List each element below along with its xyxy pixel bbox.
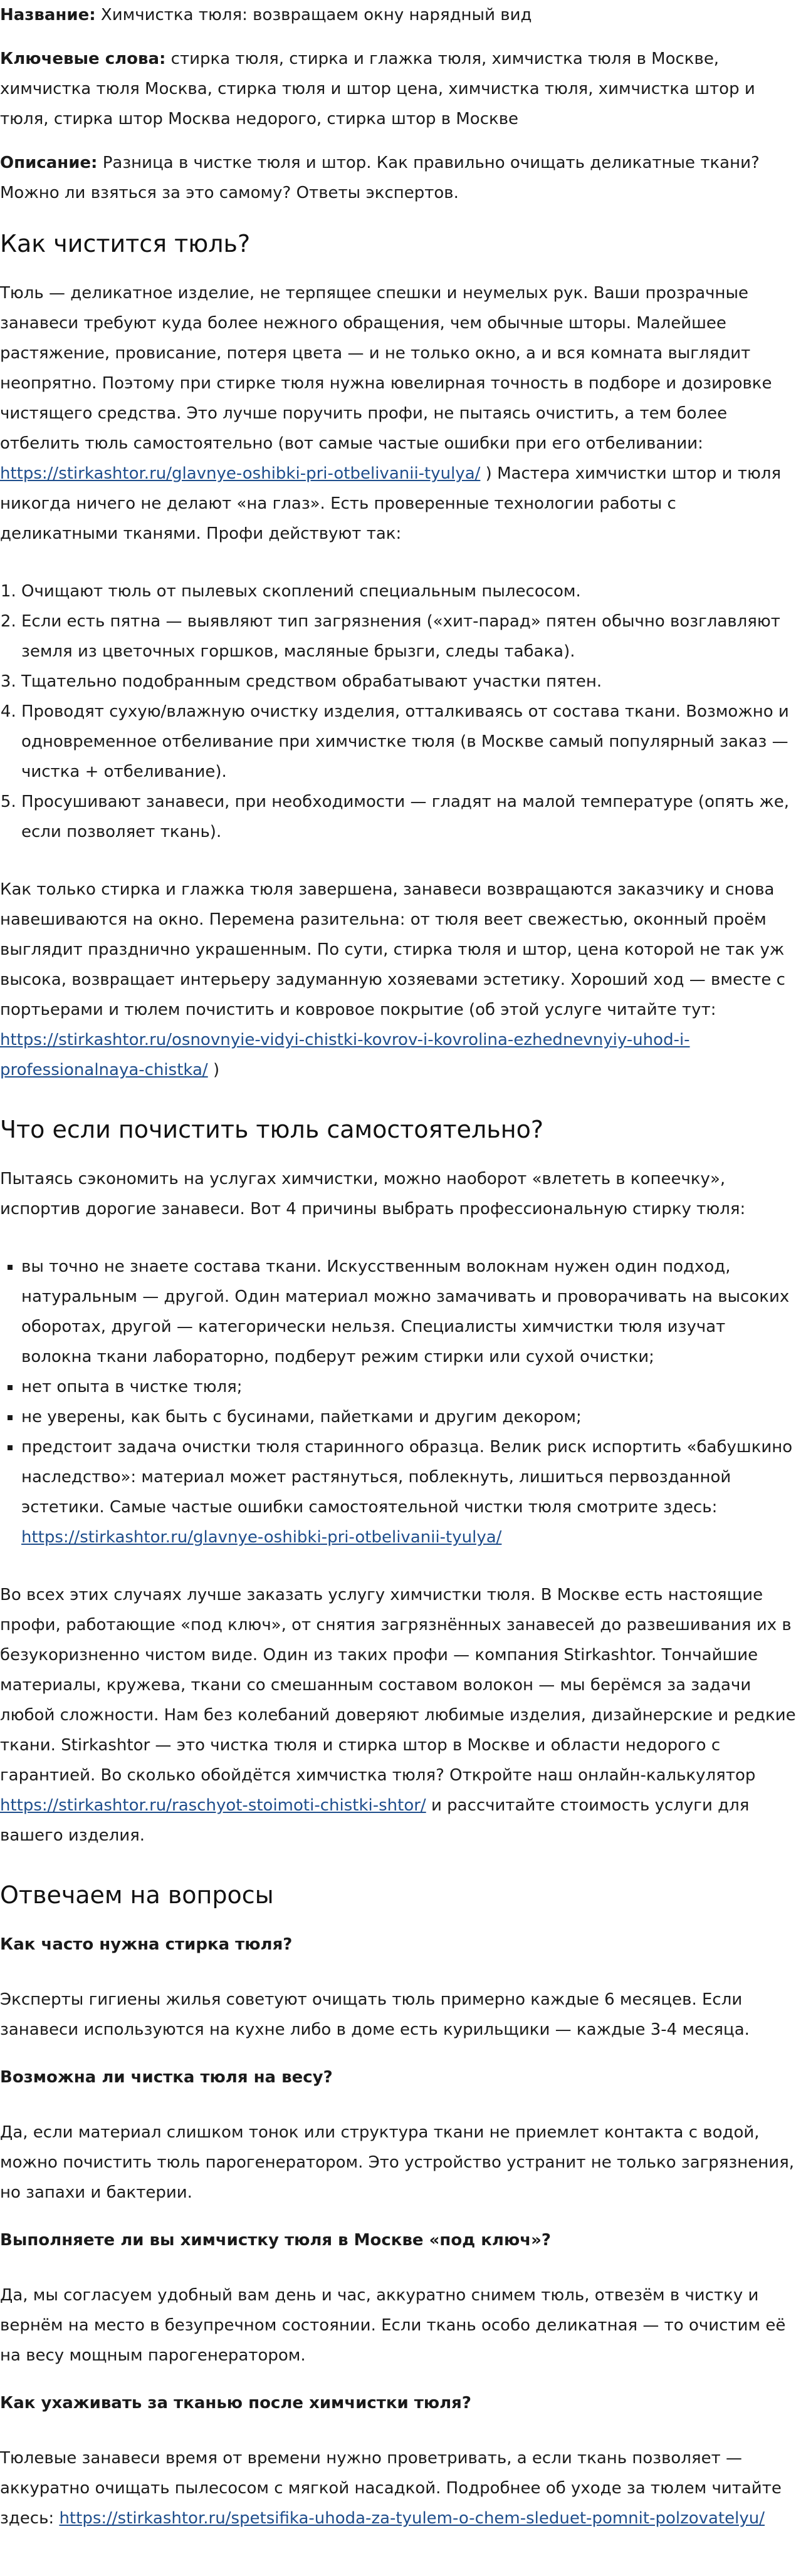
meta-description-label: Описание:: [0, 153, 98, 172]
section-diy: [0, 1113, 796, 1851]
faq-answer: Эксперты гигиены жилья советуют очищать тюль примерно каждые 6 месяцев. Если занавеси используются на кухне либо в доме есть курильщики — каждые 3-4 месяца.: [0, 1990, 750, 2039]
intro-text: Тюль — деликатное изделие, не терпящее спешки и неумелых рук. Ваши прозрачные занавеси требуют куда более нежного обращения, чем обычные шторы. Малейшее растяжение, провисание, потеря цвета — и не только окно, а и вся комната выглядит неопрятно. Поэтому при стирке тюля нужна ювелирная точность в подборе и дозировке чистящего средства. Это лучше поручить профи, не пытаясь очистить, а тем более отбелить тюль самостоятельно (вот самые частые ошибки при его отбеливании:: [0, 284, 772, 453]
link-whitening-mistakes[interactable]: https://stirkashtor.ru/glavnye-oshibki-pri-otbelivanii-tyulya/: [0, 464, 481, 483]
section-how-cleaned: [0, 227, 796, 1085]
meta-title-value: Химчистка тюля: возвращаем окну нарядный вид: [95, 6, 532, 24]
intro-text-after: ) Мастера химчистки штор и тюля никогда ничего не делают «на глаз». Есть проверенные технологии работы с деликатными тканями. Профи действуют так:: [0, 464, 782, 543]
closing-text-after: и рассчитайте стоимость услуги для вашего изделия.: [0, 1796, 750, 1845]
faq-answer-text: Тюлевые занавеси время от времени нужно проветривать, а если ткань позволяет — аккуратно очищать пылесосом с мягкой насадкой. Подробнее об уходе за тюлем читайте здесь:: [0, 2449, 782, 2528]
list-item: 5. Просушивают занавеси, при необходимости — гладят на малой температуре (опять же, если позволяет ткань).: [21, 787, 796, 847]
intro-paragraph: [0, 278, 796, 549]
reason-text: предстоит задача очистки тюля старинного образца. Велик риск испортить «бабушкино наследство»: материал может растянуться, поблекнуть, лишиться первозданной эстетики. Самые частые ошибки самостоятельной чистки тюля смотрите здесь:: [21, 1438, 793, 1517]
diy-intro-paragraph: Пытаясь сэкономить на услугах химчистки, можно наоборот «влететь в копеечку», испортив дорогие занавеси. Вот 4 причины выбрать профессиональную стирку тюля:: [0, 1170, 746, 1218]
reason-text: нет опыта в чистке тюля;: [21, 1378, 243, 1396]
list-item: [21, 1402, 796, 1432]
outro-text-after: ): [207, 1061, 220, 1079]
closing-text: Во всех этих случаях лучше заказать услугу химчистки тюля. В Москве есть настоящие профи, работающие «под ключ», от снятия загрязнённых занавесей до развешивания их в безукоризненно чистом виде. Один из таких профи — компания Stirkashtor. Тончайшие материалы, кружева, ткани со смешанным составом волокон — мы берёмся за задачи любой сложности. Нам без колебаний доверяют любимые изделия, дизайнерские и редкие ткани. Stirkashtor — это чистка тюля и стирка штор в Москве и области недорого с гарантией. Во сколько обойдётся химчистка тюля? Откройте наш онлайн-калькулятор: [0, 1586, 796, 1785]
faq-question: Возможна ли чистка тюля на весу?: [0, 2068, 333, 2087]
list-item: 1. Очищают тюль от пылевых скоплений специальным пылесосом.: [21, 576, 796, 606]
meta-keywords-label: Ключевые слова:: [0, 49, 166, 68]
faq-answer: Да, если материал слишком тонок или структура ткани не приемлет контакта с водой, можно почистить тюль парогенератором. Это устройство устранит не только загрязнения, но запахи и бактерии.: [0, 2123, 795, 2202]
faq-question: Выполняете ли вы химчистку тюля в Москве «под ключ»?: [0, 2231, 551, 2250]
meta-keywords-value: стирка тюля, стирка и глажка тюля, химчистка тюля в Москве, химчистка тюля Москва, стирка тюля и штор цена, химчистка тюля, химчистка штор и тюля, стирка штор Москва недорого, стирка штор в Москве: [0, 49, 755, 128]
meta-keywords: [0, 44, 796, 134]
outro-text: Как только стирка и глажка тюля завершена, занавеси возвращаются заказчику и снова навешиваются на окно. Перемена разительна: от тюля веет свежестью, оконный проём выглядит празднично украшенным. По сути, стирка тюля и штор, цена которой не так уж высока, возвращает интерьеру задуманную хозяевами эстетику. Хороший ход — вместе с портьерами и тюлем почистить и ковровое покрытие (об этой услуге читайте тут:: [0, 880, 785, 1019]
reasons-list: [0, 1252, 796, 1552]
link-carpet-cleaning[interactable]: https://stirkashtor.ru/osnovnyie-vidyi-chistki-kovrov-i-kovrolina-ezhednevnyiy-uhod-i-professionalnaya-chistka/: [0, 1031, 690, 1079]
faq-question: Как часто нужна стирка тюля?: [0, 1935, 293, 1954]
faq-answer: [0, 2443, 796, 2533]
link-price-calculator[interactable]: https://stirkashtor.ru/raschyot-stoimoti-chistki-shtor/: [0, 1796, 426, 1815]
list-item: [21, 1252, 796, 1372]
meta-title: [0, 0, 796, 30]
list-item: [21, 1372, 796, 1402]
outro-paragraph: [0, 875, 796, 1085]
faq-question: Как ухаживать за тканью после химчистки тюля?: [0, 2394, 471, 2412]
link-diy-mistakes[interactable]: https://stirkashtor.ru/glavnye-oshibki-pri-otbelivanii-tyulya/: [21, 1528, 502, 1547]
article-meta: [0, 0, 796, 208]
list-item: 4. Проводят сухую/влажную очистку изделия, отталкиваясь от состава ткани. Возможно и одновременное отбеливание при химчистке тюля (в Москве самый популярный заказ — чистка + отбеливание).: [21, 697, 796, 787]
cleaning-steps-list: [0, 576, 796, 847]
list-item: 2. Если есть пятна — выявляют тип загрязнения («хит-парад» пятен обычно возглавляют земля из цветочных горшков, масляные брызги, следы табака).: [21, 606, 796, 667]
section-faq: [0, 1878, 796, 2533]
link-tulle-care[interactable]: https://stirkashtor.ru/spetsifika-uhoda-za-tyulem-o-chem-sleduet-pomnit-polzovatelyu/: [59, 2509, 765, 2528]
section-heading: Отвечаем на вопросы: [0, 1881, 274, 1909]
reason-text: не уверены, как быть с бусинами, пайетками и другим декором;: [21, 1408, 582, 1426]
list-item: [21, 1432, 796, 1552]
closing-paragraph: [0, 1580, 796, 1851]
meta-description-value: Разница в чистке тюля и штор. Как правильно очищать деликатные ткани? Можно ли взяться за это самому? Ответы экспертов.: [0, 153, 760, 202]
meta-description: [0, 148, 796, 208]
meta-title-label: Название:: [0, 6, 96, 24]
list-item: 3. Тщательно подобранным средством обрабатывают участки пятен.: [21, 667, 796, 697]
section-heading: Что если почистить тюль самостоятельно?: [0, 1116, 544, 1143]
reason-text: вы точно не знаете состава ткани. Искусственным волокнам нужен один подход, натуральным — другой. Один материал можно замачивать и проворачивать на высоких оборотах, другой — категорически нельзя. Специалисты химчистки тюля изучат волокна ткани лабораторно, подберут режим стирки или сухой очистки;: [21, 1257, 790, 1366]
faq-answer: Да, мы согласуем удобный вам день и час, аккуратно снимем тюль, отвезём в чистку и вернём на место в безупречном состоянии. Если ткань особо деликатная — то очистим её на весу мощным парогенератором.: [0, 2286, 786, 2365]
section-heading: Как чистится тюль?: [0, 230, 251, 257]
